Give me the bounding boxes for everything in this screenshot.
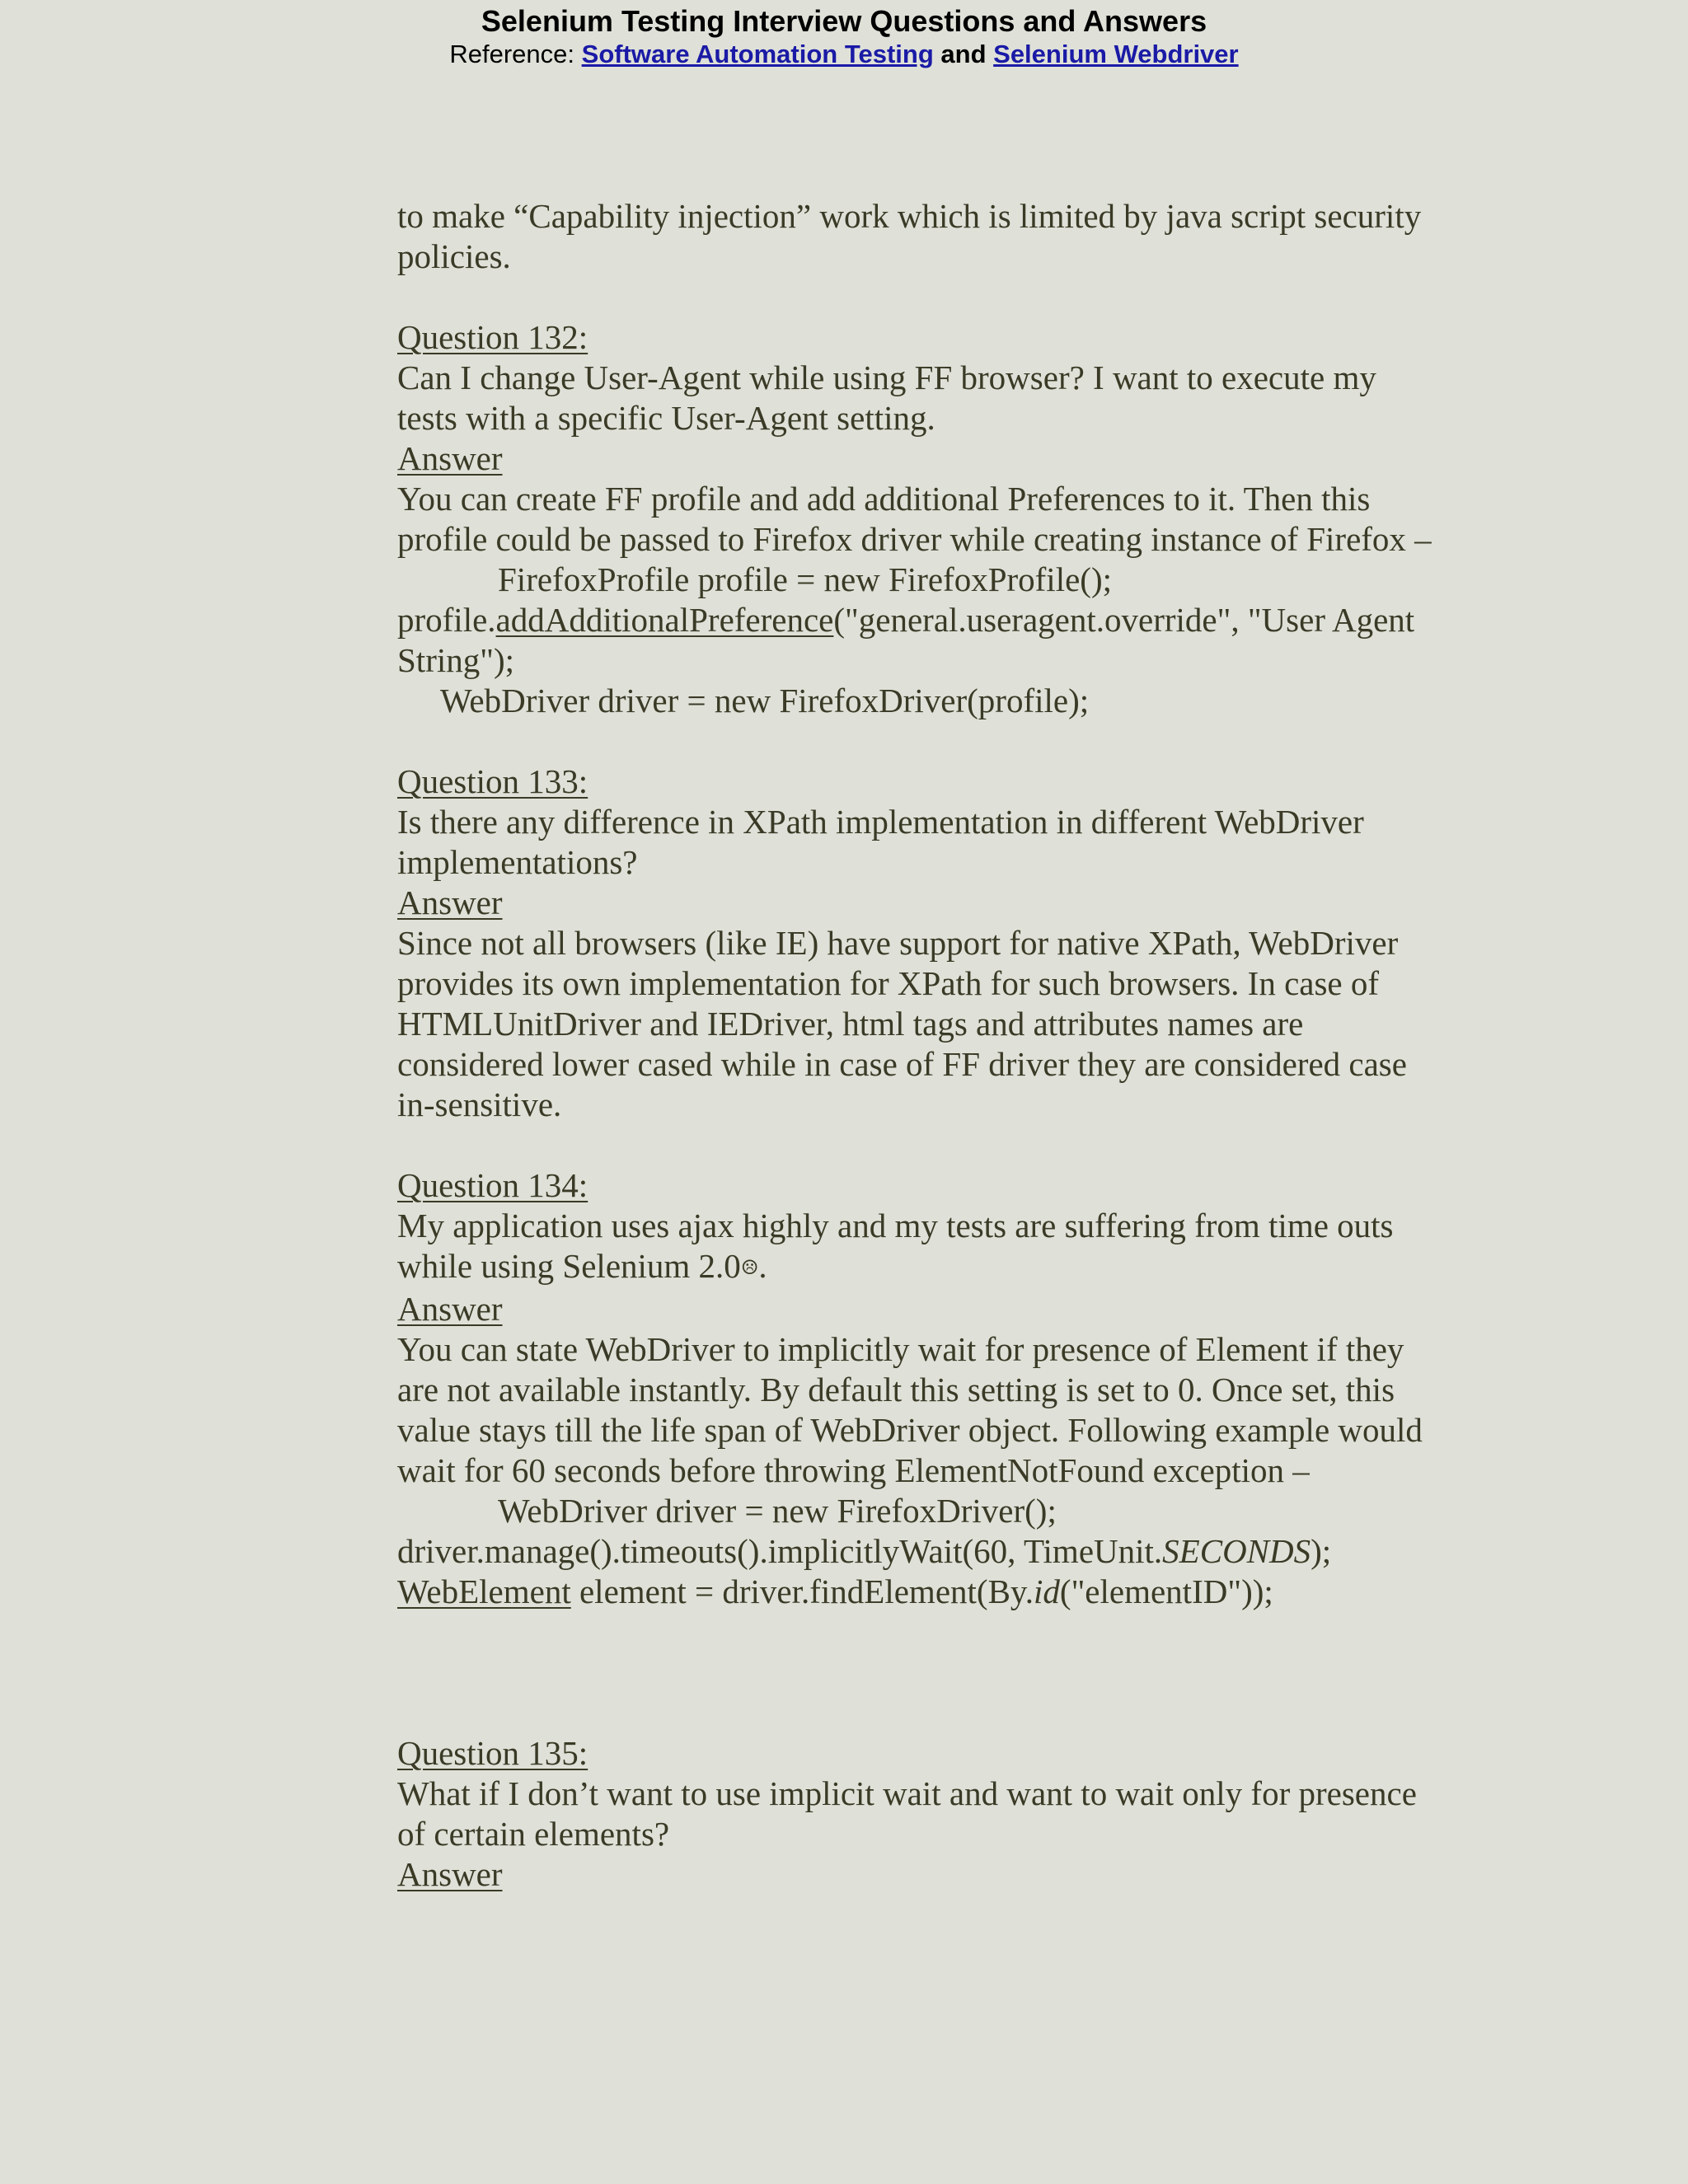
question-text: My application uses ajax highly and my tests are suffering from time outs: [397, 1207, 1394, 1244]
question-text: What if I don’t want to use implicit wait and want to wait only for presence: [397, 1774, 1417, 1812]
reference-and: and: [940, 40, 987, 68]
question-135: [397, 1733, 1502, 1895]
software-automation-testing-link[interactable]: Software Automation Testing: [581, 40, 934, 68]
answer-text: wait for 60 seconds before throwing ElementNotFound exception –: [397, 1451, 1310, 1489]
reference-label: Reference:: [449, 40, 575, 68]
question-heading: Question 133:: [397, 762, 588, 800]
question-132: [397, 317, 1502, 721]
question-text: Is there any difference in XPath implementation in different WebDriver: [397, 803, 1364, 841]
code-type: WebElement: [397, 1572, 571, 1610]
code-line: profile.addAdditionalPreference("general.useragent.override", "User Agent: [397, 601, 1415, 639]
page-header: [0, 0, 1688, 71]
answer-label: Answer: [397, 1290, 503, 1328]
reference-line: [0, 38, 1688, 71]
code-line: FirefoxProfile profile = new FirefoxProfile();: [498, 560, 1112, 598]
question-heading: Question 134:: [397, 1166, 588, 1204]
code-line: WebDriver driver = new FirefoxDriver(profile);: [440, 682, 1090, 719]
sad-face-icon: ☹: [740, 1258, 759, 1279]
answer-text: value stays till the life span of WebDriver object. Following example would: [397, 1411, 1423, 1449]
intro-line: to make “Capability injection” work which is limited by java script security: [397, 197, 1422, 235]
answer-label: Answer: [397, 439, 503, 477]
question-text: while using Selenium 2.0☹.: [397, 1247, 767, 1285]
question-text: tests with a specific User-Agent setting.: [397, 399, 935, 437]
code-line: driver.manage().timeouts().implicitlyWait(60, TimeUnit.SECONDS);: [397, 1532, 1332, 1570]
question-heading: Question 132:: [397, 318, 588, 356]
answer-text: Since not all browsers (like IE) have support for native XPath, WebDriver: [397, 924, 1399, 962]
document-body: [397, 196, 1502, 1895]
question-text: Can I change User-Agent while using FF browser? I want to execute my: [397, 359, 1376, 396]
code-line: WebDriver driver = new FirefoxDriver();: [498, 1492, 1057, 1530]
question-text: of certain elements?: [397, 1815, 670, 1853]
answer-text: provides its own implementation for XPath for such browsers. In case of: [397, 964, 1380, 1002]
question-heading: Question 135:: [397, 1734, 588, 1772]
code-method: addAdditionalPreference: [495, 601, 834, 639]
answer-text: in-sensitive.: [397, 1085, 562, 1123]
code-line: WebElement element = driver.findElement(By.id("elementID"));: [397, 1572, 1273, 1610]
answer-label: Answer: [397, 883, 503, 921]
question-text: implementations?: [397, 843, 638, 881]
answer-text: considered lower cased while in case of FF driver they are considered case: [397, 1045, 1407, 1083]
answer-text: profile could be passed to Firefox driver while creating instance of Firefox –: [397, 520, 1432, 558]
answer-label: Answer: [397, 1855, 503, 1893]
answer-text: You can create FF profile and add additional Preferences to it. Then this: [397, 480, 1371, 518]
document-title: Selenium Testing Interview Questions and Answers: [481, 4, 1207, 38]
question-134: [397, 1165, 1502, 1612]
code-line: String");: [397, 641, 515, 679]
selenium-webdriver-link[interactable]: Selenium Webdriver: [993, 40, 1239, 68]
question-133: [397, 762, 1502, 1125]
answer-text: You can state WebDriver to implicitly wait for presence of Element if they: [397, 1330, 1404, 1368]
answer-text: HTMLUnitDriver and IEDriver, html tags and attributes names are: [397, 1005, 1304, 1043]
intro-line: policies.: [397, 237, 511, 275]
answer-text: are not available instantly. By default this setting is set to 0. Once set, this: [397, 1371, 1395, 1408]
